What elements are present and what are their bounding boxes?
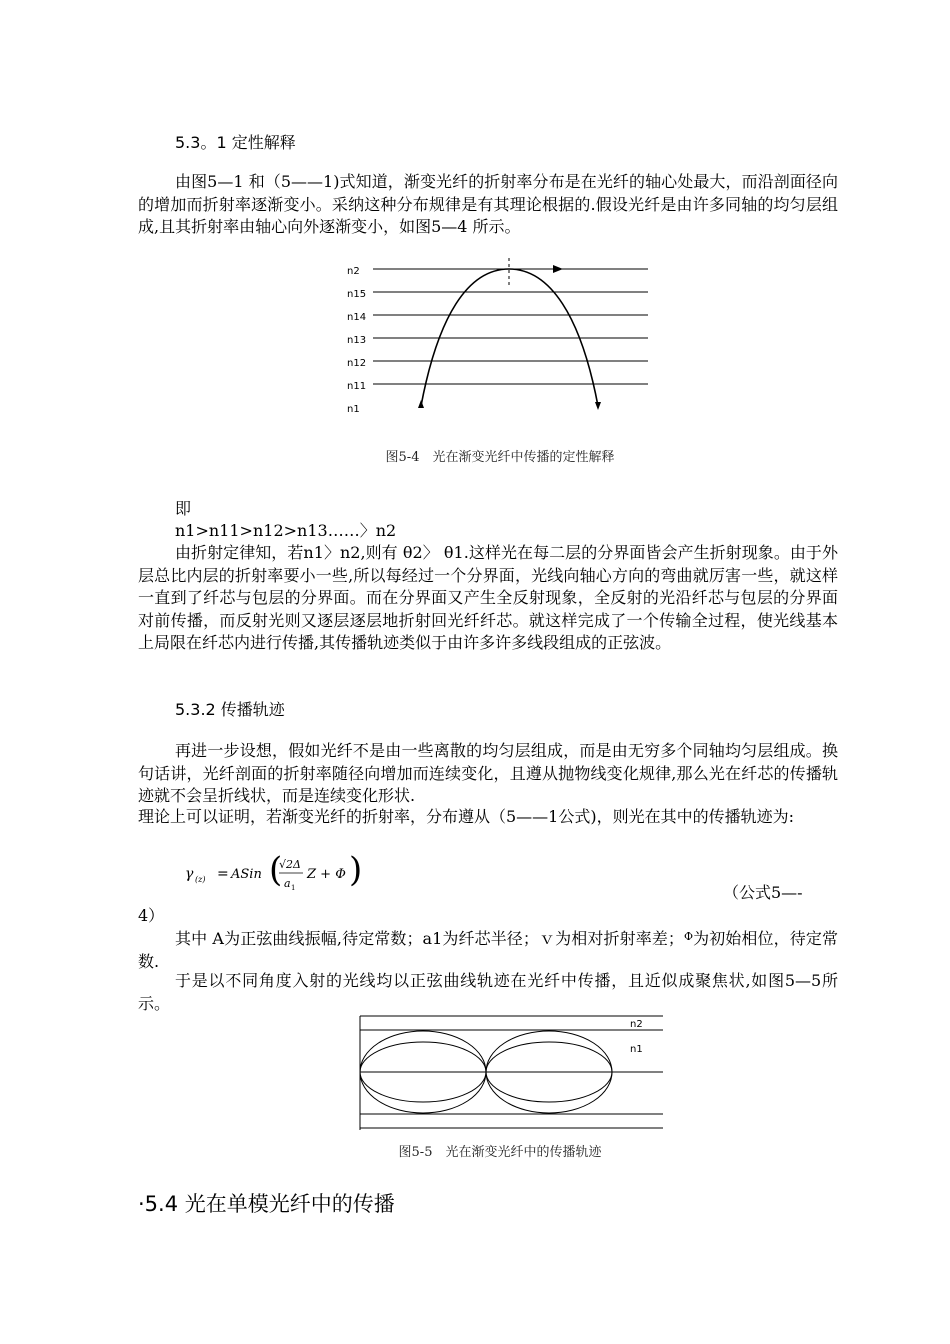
equation-number-cont: 4） <box>138 906 165 925</box>
svg-text:): ) <box>349 850 363 890</box>
paragraph-intro: 由图5—1 和（5——1)式知道，渐变光纤的折射率分布是在光纤的轴心处最大，而沿剖面径向的增加而折射率逐渐变小。采纳这种分布规律是有其理论根据的.假设光纤是由许多同轴的均匀层组成,且其折射率由轴心向外逐渐变小，如图5—4 所示。 <box>138 172 838 236</box>
section-heading-5-3-1: 5.3。1 定性解释 <box>175 133 296 152</box>
figure-5-5-caption: 图5-5 光在渐变光纤中的传播轨迹 <box>398 1145 602 1160</box>
equation-number: （公式5—- <box>723 883 803 902</box>
paragraph-where-b: 为初始相位，待定常数. <box>138 929 838 971</box>
fig4-label-n13: n13 <box>347 335 367 346</box>
formula-lhs-sub: (z) <box>195 875 206 884</box>
formula-sqrt: √2Δ <box>279 858 301 871</box>
fig5-label-n2: n2 <box>630 1019 643 1030</box>
formula-trajectory <box>175 848 375 898</box>
paragraph-where-a: 其中 A为正弦曲线振幅,待定常数；a1为纤芯半径；ｖ为相对折射率差； <box>175 929 684 948</box>
fig4-label-n12: n12 <box>347 358 367 369</box>
formula-den: a <box>284 877 291 890</box>
phi-symbol: Φ <box>683 930 693 943</box>
svg-text:(: ( <box>269 850 283 890</box>
fig4-label-n1: n1 <box>347 404 360 415</box>
section-heading-5-3-2: 5.3.2 传播轨迹 <box>175 700 285 719</box>
paragraph-continuous: 再进一步设想，假如光纤不是由一些离散的均匀层组成，而是由无穷多个同轴均匀层组成。换句话讲，光纤剖面的折射率随径向增加而连续变化，且遵从抛物线变化规律,那么光在纤芯的传播轨迹就不会呈折线状，而是连续变化形状. <box>138 741 838 805</box>
figure-5-4-caption: 图5-4 光在渐变光纤中传播的定性解释 <box>385 450 615 465</box>
fig5-label-n1: n1 <box>630 1044 643 1055</box>
paragraph-ji: 即 <box>175 499 192 518</box>
fig4-label-n14: n14 <box>347 312 367 323</box>
figure-5-5 <box>358 1014 668 1132</box>
formula-amp: ASin <box>231 867 262 882</box>
paragraph-refraction: 由折射定律知，若n1〉n2,则有 θ2〉 θ1.这样光在每二层的分界面皆会产生折射现象。由于外层总比内层的折射率要小一些,所以每经过一个分界面，光线向轴心方向的弯曲就厉害一些，就这样一直到了纤芯与包层的分界面。而在分界面又产生全反射现象，全反射的光沿纤芯与包层的分界面对前传播，而反射光则又逐层逐层地折射回光纤纤芯。就这样完成了一个传输全过程，使光线基本上局限在纤芯内进行传播,其传播轨迹类似于由许多许多线段组成的正弦波。 <box>138 543 838 652</box>
paragraph-inequality: n1>n11>n12>n13……〉n2 <box>175 521 397 540</box>
paragraph-focus: 于是以不同角度入射的光线均以正弦曲线轨迹在光纤中传播，且近似成聚焦状,如图5—5所示。 <box>138 971 838 1013</box>
section-heading-5-4: ·5.4 光在单模光纤中的传播 <box>138 1192 395 1216</box>
formula-den-sub: 1 <box>291 884 296 892</box>
figure-5-4 <box>343 256 663 436</box>
fig4-label-n2: n2 <box>347 266 360 277</box>
formula-equals: = <box>217 866 229 882</box>
fig4-label-n15: n15 <box>347 289 367 300</box>
paragraph-theory: 理论上可以证明，若渐变光纤的折射率，分布遵从（5——1公式)，则光在其中的传播轨迹为: <box>138 807 794 826</box>
fig4-label-n11: n11 <box>347 381 367 392</box>
paragraph-where <box>138 926 838 973</box>
formula-tail: Z + Φ <box>307 867 346 882</box>
formula-lhs: γ <box>185 866 194 882</box>
